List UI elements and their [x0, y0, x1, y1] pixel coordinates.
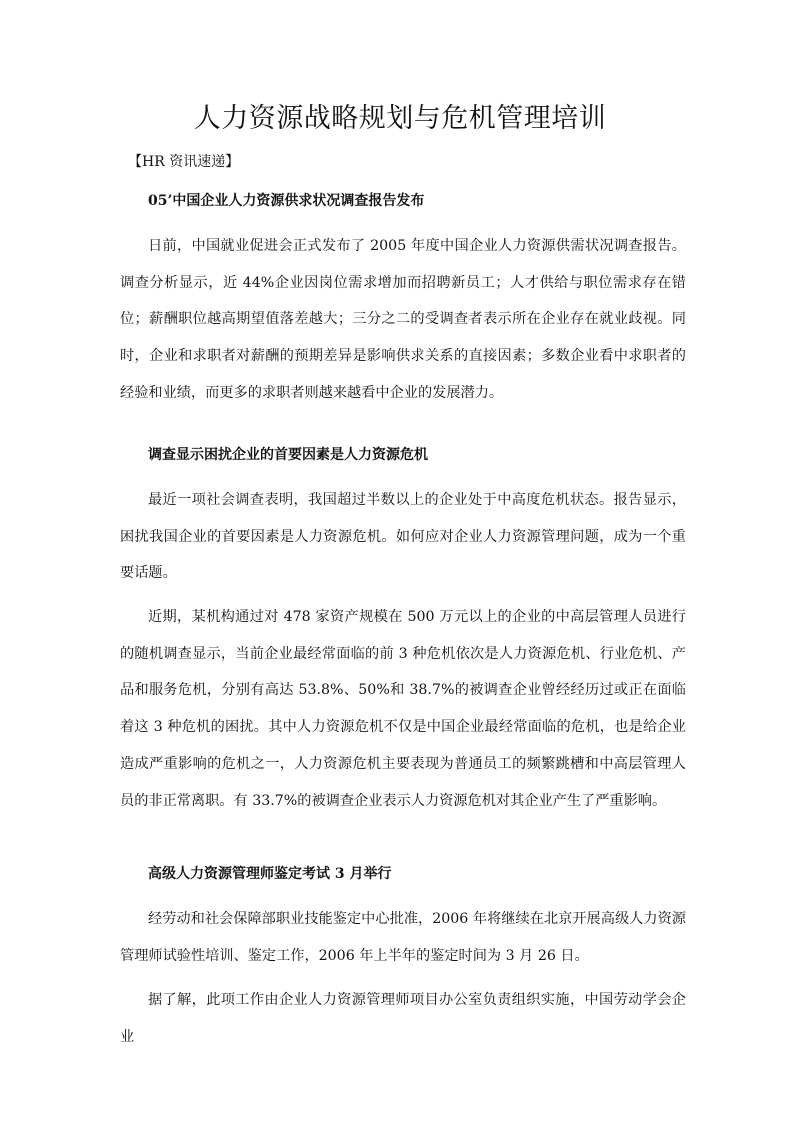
section-tag: 【HR 资讯速递】 — [128, 154, 240, 170]
paragraph-exam-approval: 经劳动和社会保障部职业技能鉴定中心批准，2006 年将继续在北京开展高级人力资源管理师试验性培训、鉴定工作，2006 年上半年的鉴定时间为 3 月 26 日。 — [120, 911, 686, 964]
paragraph-report-summary: 日前，中国就业促进会正式发布了 2005 年度中国企业人力资源供需状况调查报告。调查分析显示，近 44%企业因岗位需求增加而招聘新员工；人才供给与职位需求存在错位；薪酬职位越高期望值落差越大；三分之二的受调查者表示所在企业存在就业歧视。同时，企业和求职者对薪酬的预期差异是影响供求关系的直接因素；多数企业看中求职者的经验和业绩，而更多的求职者则越来越看中企业的发展潜力。 — [120, 238, 686, 401]
section-heading-supply-demand-report: 05’中国企业人力资源供求状况调查报告发布 — [148, 193, 425, 209]
document-title: 人力资源战略规划与危机管理培训 — [193, 103, 607, 134]
paragraph-crisis-details: 近期，某机构通过对 478 家资产规模在 500 万元以上的企业的中高层管理人员进行的随机调查显示，当前企业最经常面临的前 3 种危机依次是人力资源危机、行业危机、产品和服务危机，分别有高达 53.8%、50%和 38.7%的被调查企业曾经经历过或正在面临着这 3 种危机的困扰。其中人力资源危机不仅是中国企业最经常面临的危机，也是给企业造成严重影响的危机之一，人力资源危机主要表现为普通员工的频繁跳槽和中高层管理人员的非正常离职。有 33.7%的被调查企业表示人力资源危机对其企业产生了严重影响。 — [120, 609, 686, 809]
section-heading-hr-crisis: 调查显示困扰企业的首要因素是人力资源危机 — [148, 447, 428, 463]
paragraph-exam-organizer: 据了解，此项工作由企业人力资源管理师项目办公室负责组织实施，中国劳动学会企业 — [120, 992, 686, 1045]
section-heading-exam-march: 高级人力资源管理师鉴定考试 3 月举行 — [148, 866, 392, 882]
paragraph-crisis-survey: 最近一项社会调查表明，我国超过半数以上的企业处于中高度危机状态。报告显示，困扰我国企业的首要因素是人力资源危机。如何应对企业人力资源管理问题，成为一个重要话题。 — [120, 492, 686, 582]
